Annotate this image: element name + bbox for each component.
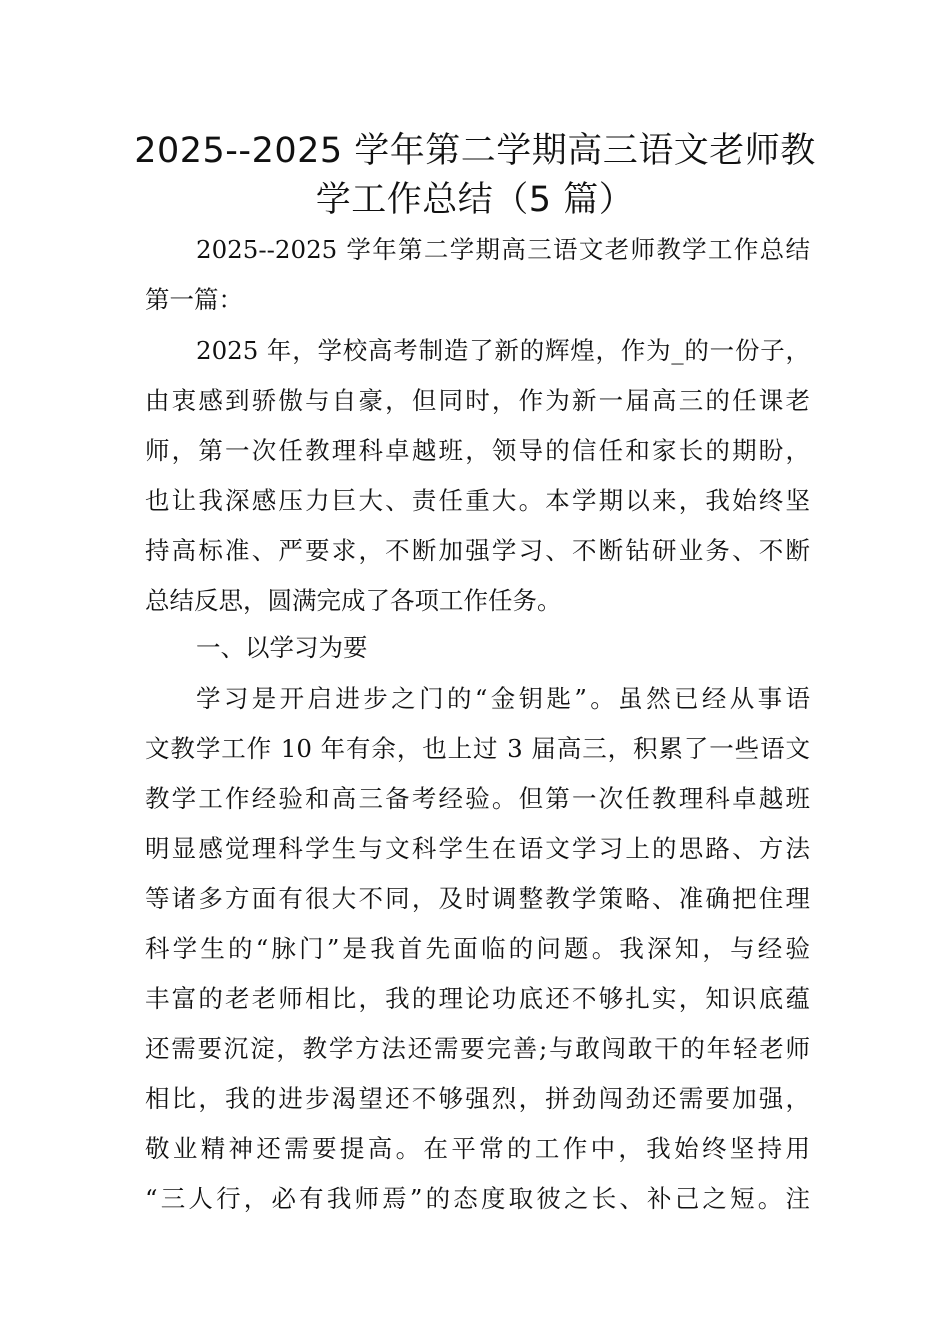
document-title-line-1: 2025--2025 学年第二学期高三语文老师教 — [134, 131, 816, 171]
paragraph-line: 明显感觉理科学生与文科学生在语文学习上的思路、方法 — [145, 834, 810, 863]
paragraph-line: 相比，我的进步渴望还不够强烈，拼劲闯劲还需要加强， — [145, 1084, 810, 1113]
paragraph-line: 持高标准、严要求，不断加强学习、不断钻研业务、不断 — [145, 536, 810, 565]
paragraph-line: 丰富的老老师相比，我的理论功底还不够扎实，知识底蕴 — [145, 984, 810, 1013]
paragraph-line: 等诸多方面有很大不同，及时调整教学策略、准确把住理 — [145, 884, 810, 913]
paragraph-line: 也让我深感压力巨大、责任重大。本学期以来，我始终坚 — [145, 486, 810, 515]
document-title-line-2: 学工作总结（5 篇） — [315, 180, 635, 220]
paragraph-line: “三人行，必有我师焉”的态度取彼之长、补己之短。注 — [145, 1184, 810, 1213]
paragraph-line: 2025--2025 学年第二学期高三语文老师教学工作总结 — [196, 235, 810, 264]
paragraph-line: 师，第一次任教理科卓越班，领导的信任和家长的期盼， — [145, 436, 810, 465]
paragraph-line: 总结反思，圆满完成了各项工作任务。 — [145, 586, 562, 615]
paragraph-line: 学习是开启进步之门的“金钥匙”。虽然已经从事语 — [196, 684, 810, 713]
paragraph-line: 教学工作经验和高三备考经验。但第一次任教理科卓越班 — [145, 784, 810, 813]
paragraph-line: 由衷感到骄傲与自豪，但同时，作为新一届高三的任课老 — [145, 386, 810, 415]
paragraph-line: 文教学工作 10 年有余，也上过 3 届高三，积累了一些语文 — [145, 734, 810, 763]
paragraph-line: 敬业精神还需要提高。在平常的工作中，我始终坚持用 — [145, 1134, 810, 1163]
paragraph-line: 还需要沉淀，教学方法还需要完善;与敢闯敢干的年轻老师 — [145, 1034, 810, 1063]
paragraph-line: 2025 年，学校高考制造了新的辉煌，作为_的一份子， — [196, 336, 810, 365]
paragraph-line: 科学生的“脉门”是我首先面临的问题。我深知，与经验 — [145, 934, 810, 963]
section-heading: 一、以学习为要 — [196, 633, 368, 662]
paragraph-line: 第一篇： — [145, 285, 243, 314]
